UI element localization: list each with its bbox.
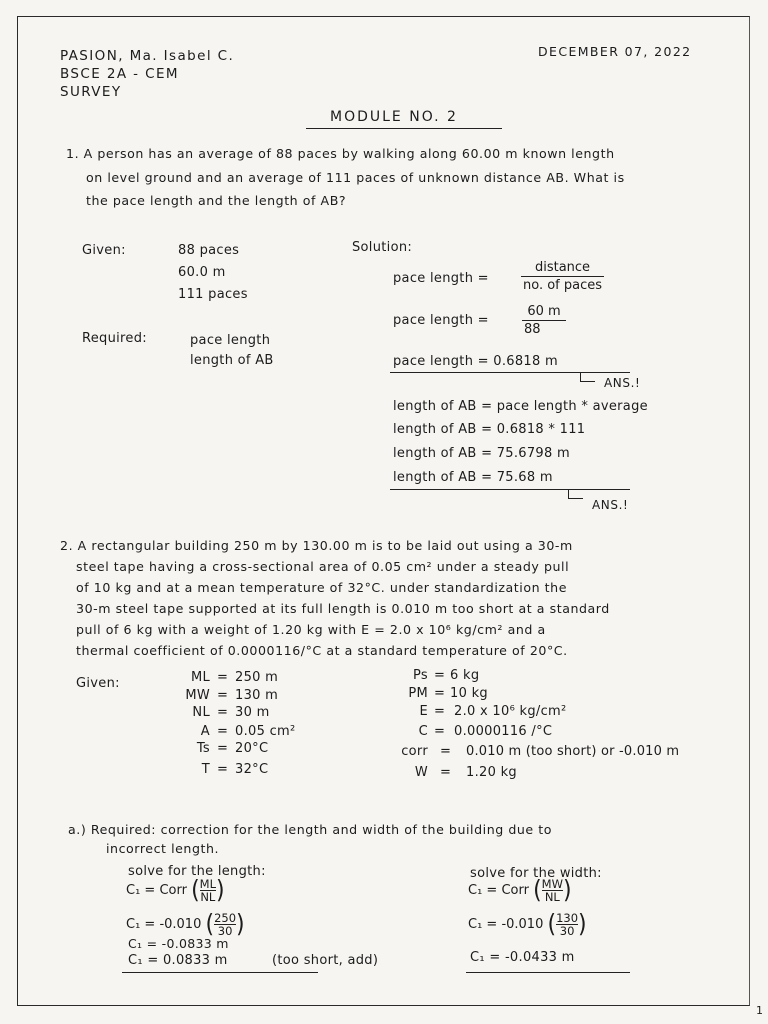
given-key: C bbox=[418, 724, 428, 739]
length-eq-note: (too short, add) bbox=[272, 953, 379, 968]
fraction-numerator: 130 bbox=[556, 911, 579, 925]
date: DECEMBER 07, 2022 bbox=[538, 44, 692, 59]
q2-text-line-4: 30-m steel tape supported at its full length is 0.010 m too short at a standard bbox=[76, 601, 610, 616]
given-value: 1.20 kg bbox=[466, 765, 517, 780]
q1-given-item: 88 paces bbox=[178, 243, 240, 258]
left-paren: ( bbox=[533, 876, 542, 905]
given-value: 10 kg bbox=[450, 686, 488, 701]
fraction-denominator: no. of paces bbox=[523, 278, 603, 293]
given-equals: = bbox=[217, 762, 229, 777]
q1-step4: length of AB = pace length * average bbox=[393, 399, 648, 414]
width-eq-1 bbox=[468, 878, 572, 903]
fraction-numerator: 60 m bbox=[527, 304, 561, 319]
given-value: 250 m bbox=[235, 670, 279, 685]
given-equals: = bbox=[434, 724, 446, 739]
fraction-numerator: distance bbox=[534, 260, 591, 275]
q1-solution-label: Solution: bbox=[352, 240, 413, 255]
left-paren: ( bbox=[547, 910, 557, 939]
title-underline bbox=[306, 128, 502, 129]
given-equals: = bbox=[434, 686, 446, 701]
q1-step1-lhs: pace length = bbox=[393, 271, 489, 286]
fraction-denominator: 30 bbox=[217, 924, 233, 938]
given-key: E bbox=[419, 704, 428, 719]
given-key: corr bbox=[401, 744, 428, 759]
length-eq-1 bbox=[126, 878, 225, 903]
fraction-denominator: NL bbox=[200, 890, 216, 904]
fraction-bar bbox=[522, 320, 566, 321]
given-value: 0.0000116 /°C bbox=[454, 724, 553, 739]
given-equals: = bbox=[217, 724, 229, 739]
width-eq-2 bbox=[468, 912, 587, 937]
left-paren: ( bbox=[191, 876, 200, 905]
q2-text-line-1: 2. A rectangular building 250 m by 130.00 m is to be laid out using a 30-m bbox=[60, 538, 573, 553]
given-value: 0.05 cm² bbox=[235, 724, 296, 739]
student-name: PASION, Ma. Isabel C. bbox=[60, 48, 235, 64]
equation-fraction bbox=[200, 878, 216, 903]
equation-fraction bbox=[556, 912, 578, 937]
given-equals: = bbox=[217, 741, 229, 756]
q1-text-line-3: the pace length and the length of AB? bbox=[86, 193, 347, 208]
given-key: Ts bbox=[196, 741, 210, 756]
module-title: MODULE NO. 2 bbox=[330, 109, 458, 125]
given-key: T bbox=[201, 762, 210, 777]
right-paren: ) bbox=[236, 910, 245, 939]
fraction-denominator: NL bbox=[544, 890, 560, 904]
q2-text-line-6: thermal coefficient of 0.0000116/°C at a standard temperature of 20°C. bbox=[76, 643, 568, 658]
q2-text-line-5: pull of 6 kg with a weight of 1.20 kg with E = 2.0 x 10⁶ kg/cm² and a bbox=[76, 622, 546, 637]
given-value: 20°C bbox=[235, 741, 269, 756]
equation-lhs: C₁ = Corr bbox=[126, 883, 187, 898]
subject: SURVEY bbox=[60, 84, 122, 100]
length-eq-2 bbox=[126, 912, 245, 937]
given-equals: = bbox=[434, 668, 446, 683]
given-value: 0.010 m (too short) or -0.010 m bbox=[466, 744, 680, 759]
equation-fraction bbox=[542, 878, 563, 903]
q1-required-item: length of AB bbox=[190, 353, 274, 368]
q1-step1-fraction bbox=[521, 260, 604, 293]
answer-underline bbox=[122, 972, 318, 973]
given-value: 2.0 x 10⁶ kg/cm² bbox=[454, 704, 567, 719]
right-paren: ) bbox=[562, 876, 572, 905]
q1-step5: length of AB = 0.6818 * 111 bbox=[393, 422, 586, 437]
given-key: W bbox=[414, 765, 428, 780]
fraction-numerator: ML bbox=[199, 877, 217, 891]
page-border bbox=[17, 16, 750, 1006]
q1-step2-fraction bbox=[522, 304, 566, 337]
length-section-title: solve for the length: bbox=[128, 864, 266, 879]
qa-text-line-1: a.) Required: correction for the length and width of the building due to bbox=[68, 822, 552, 837]
equation-lhs: C₁ = -0.010 bbox=[468, 917, 544, 932]
page-number: 1 bbox=[756, 1004, 764, 1017]
q1-given-item: 111 paces bbox=[178, 287, 248, 302]
q1-given-label: Given: bbox=[82, 243, 126, 258]
q1-step7: length of AB = 75.68 m bbox=[393, 470, 553, 485]
given-key: MW bbox=[185, 688, 210, 703]
answer-underline bbox=[466, 972, 630, 973]
given-equals: = bbox=[440, 765, 452, 780]
fraction-numerator: 250 bbox=[214, 911, 237, 925]
given-key: PM bbox=[408, 686, 428, 701]
answer-mark: ANS.! bbox=[592, 498, 629, 512]
given-value: 6 kg bbox=[450, 668, 480, 683]
q1-step3: pace length = 0.6818 m bbox=[393, 354, 558, 369]
qa-text-line-2: incorrect length. bbox=[106, 841, 220, 856]
given-key: ML bbox=[190, 670, 210, 685]
right-paren: ) bbox=[578, 910, 587, 939]
q2-given-label: Given: bbox=[76, 676, 120, 691]
fraction-denominator: 88 bbox=[524, 322, 541, 337]
width-section-title: solve for the width: bbox=[470, 866, 602, 881]
given-key: Ps bbox=[413, 668, 428, 683]
given-key: NL bbox=[192, 705, 210, 720]
q1-step2-lhs: pace length = bbox=[393, 313, 489, 328]
given-equals: = bbox=[217, 670, 229, 685]
course-section: BSCE 2A - CEM bbox=[60, 66, 179, 82]
equation-lhs: C₁ = -0.010 bbox=[126, 917, 202, 932]
q1-text-line-2: on level ground and an average of 111 paces of unknown distance AB. What is bbox=[86, 170, 625, 185]
given-value: 32°C bbox=[235, 762, 269, 777]
answer-underline bbox=[390, 489, 630, 490]
q2-text-line-3: of 10 kg and at a mean temperature of 32°C. under standardization the bbox=[76, 580, 567, 595]
answer-pointer bbox=[580, 373, 595, 382]
given-value: 30 m bbox=[235, 705, 270, 720]
q1-step6: length of AB = 75.6798 m bbox=[393, 446, 570, 461]
q1-required-label: Required: bbox=[82, 331, 147, 346]
given-equals: = bbox=[440, 744, 452, 759]
fraction-denominator: 30 bbox=[559, 924, 575, 938]
given-value: 130 m bbox=[235, 688, 279, 703]
equation-lhs: C₁ = Corr bbox=[468, 883, 529, 898]
fraction-bar bbox=[521, 276, 604, 277]
q1-required-item: pace length bbox=[190, 333, 271, 348]
q2-text-line-2: steel tape having a cross-sectional area of 0.05 cm² under a steady pull bbox=[76, 559, 570, 574]
q1-text-line-1: 1. A person has an average of 88 paces by walking along 60.00 m known length bbox=[66, 146, 615, 161]
right-paren: ) bbox=[216, 876, 225, 905]
length-eq-3: C₁ = -0.0833 m bbox=[128, 936, 229, 951]
answer-mark: ANS.! bbox=[604, 376, 641, 390]
fraction-numerator: MW bbox=[541, 877, 563, 891]
width-eq-3: C₁ = -0.0433 m bbox=[470, 950, 575, 965]
left-paren: ( bbox=[205, 910, 215, 939]
given-equals: = bbox=[434, 704, 446, 719]
answer-pointer bbox=[568, 490, 583, 499]
given-equals: = bbox=[217, 705, 229, 720]
given-equals: = bbox=[217, 688, 229, 703]
q1-given-item: 60.0 m bbox=[178, 265, 226, 280]
equation-fraction bbox=[214, 912, 236, 937]
length-eq-4: C₁ = 0.0833 m bbox=[128, 953, 228, 968]
given-key: A bbox=[200, 724, 210, 739]
